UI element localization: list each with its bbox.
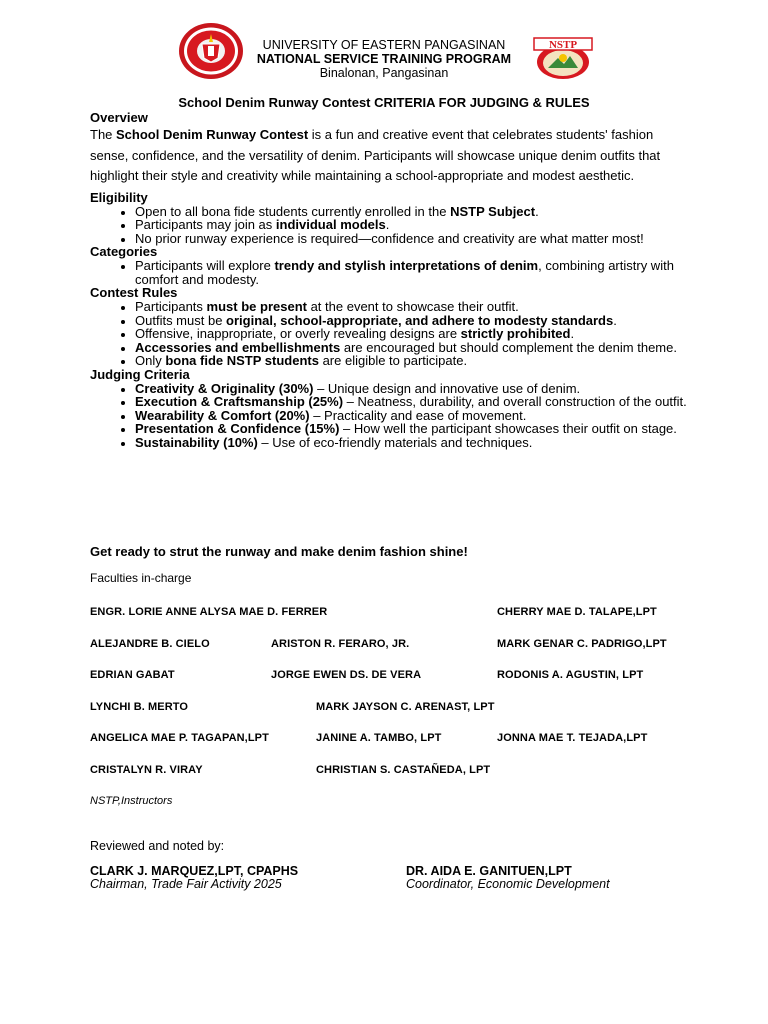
list-item: • No prior runway experience is required—confidence and creativity are what matter most! [135, 232, 690, 246]
overview-text-bold: School Denim Runway Contest [116, 127, 309, 142]
categories-heading: Categories [90, 244, 158, 259]
overview-paragraph [90, 125, 690, 187]
signatory-name: DR. AIDA E. GANITUEN,LPT [406, 864, 572, 878]
overview-heading: Overview [90, 110, 148, 125]
faculty-name: CRISTALYN R. VIRAY [90, 764, 203, 776]
list-item: • Creativity & Originality (30%) – Unique design and innovative use of denim. [135, 382, 690, 396]
eligibility-heading: Eligibility [90, 189, 148, 205]
overview-text-post: is a fun and creative event that celebrates students' fashion sense, confidence, and the versatility of denim. Participants will showcase unique denim outfits that highlight their style and creativity while maintaining a school-appropriate and modest aesthetic. [90, 127, 661, 183]
faculty-name: MARK JAYSON C. ARENAST, LPT [316, 701, 495, 713]
list-item: • Outfits must be original, school-appropriate, and adhere to modesty standards. [135, 314, 690, 328]
faculty-name: ANGELICA MAE P. TAGAPAN,LPT [90, 732, 269, 744]
nstp-logo [528, 36, 598, 80]
signatory-name: CLARK J. MARQUEZ,LPT, CPAPHS [90, 864, 299, 878]
overview-text-pre: The [90, 127, 117, 142]
main-content [90, 111, 690, 449]
header-block [240, 38, 528, 80]
faculty-name: EDRIAN GABAT [90, 669, 175, 681]
faculty-name: CHRISTIAN S. CASTAÑEDA, LPT [316, 764, 491, 776]
faculties-label: Faculties in-charge [90, 571, 192, 585]
eligibility-list [90, 205, 690, 246]
criteria-heading: Judging Criteria [90, 366, 190, 382]
title-part2: CRITERIA FOR JUDGING & RULES [374, 95, 590, 110]
criteria-list [90, 382, 690, 450]
document-title [0, 95, 768, 110]
faculty-name: JORGE EWEN DS. DE VERA [271, 669, 422, 681]
list-item: • Sustainability (10%) – Use of eco-friendly materials and techniques. [135, 436, 690, 450]
list-item: • Only bona fide NSTP students are eligible to participate. [135, 354, 690, 368]
faculty-name: CHERRY MAE D. TALAPE,LPT [497, 606, 657, 618]
list-item: • Accessories and embellishments are encouraged but should complement the denim theme. [135, 341, 690, 355]
signatory-role: Chairman, Trade Fair Activity 2025 [90, 877, 282, 891]
location-text: Binalonan, Pangasinan [319, 66, 449, 80]
categories-list [90, 259, 690, 286]
faculty-name: ALEJANDRE B. CIELO [90, 638, 210, 650]
instructors-label: NSTP,Instructors [90, 795, 173, 807]
faculty-name: MARK GENAR C. PADRIGO,LPT [497, 638, 667, 650]
faculty-name: JANINE A. TAMBO, LPT [316, 732, 442, 744]
faculty-name: ENGR. LORIE ANNE ALYSA MAE D. FERRER [90, 606, 328, 618]
reviewed-label: Reviewed and noted by: [90, 839, 225, 853]
signatory-role: Coordinator, Economic Development [406, 877, 610, 891]
list-item: • Offensive, inappropriate, or overly revealing designs are strictly prohibited. [135, 327, 690, 341]
university-seal-logo [178, 22, 244, 80]
title-part1: School Denim Runway Contest [178, 95, 375, 110]
rules-heading: Contest Rules [90, 285, 178, 300]
list-item: • Execution & Craftsmanship (25%) – Neatness, durability, and overall construction of the outfit. [135, 395, 690, 409]
list-item: • Wearability & Comfort (20%) – Practicality and ease of movement. [135, 409, 690, 423]
list-item: • Participants will explore trendy and stylish interpretations of denim, combining artistry with comfort and modesty. [135, 259, 690, 286]
list-item: • Participants may join as individual models. [135, 218, 690, 232]
program-name: NATIONAL SERVICE TRAINING PROGRAM [256, 52, 512, 66]
list-item: • Presentation & Confidence (15%) – How well the participant showcases their outfit on stage. [135, 422, 690, 436]
closing-line: Get ready to strut the runway and make denim fashion shine! [90, 544, 468, 559]
university-name: UNIVERSITY OF EASTERN PANGASINAN [262, 38, 506, 52]
list-item: • Open to all bona fide students currently enrolled in the NSTP Subject. [135, 205, 690, 219]
list-item: • Participants must be present at the event to showcase their outfit. [135, 300, 690, 314]
rules-list [90, 300, 690, 368]
faculty-name: LYNCHI B. MERTO [90, 701, 189, 713]
nstp-logo-text: NSTP [548, 39, 578, 51]
faculty-name: JONNA MAE T. TEJADA,LPT [497, 732, 648, 744]
faculty-name: ARISTON R. FERARO, JR. [271, 638, 410, 650]
faculty-name: RODONIS A. AGUSTIN, LPT [497, 669, 644, 681]
